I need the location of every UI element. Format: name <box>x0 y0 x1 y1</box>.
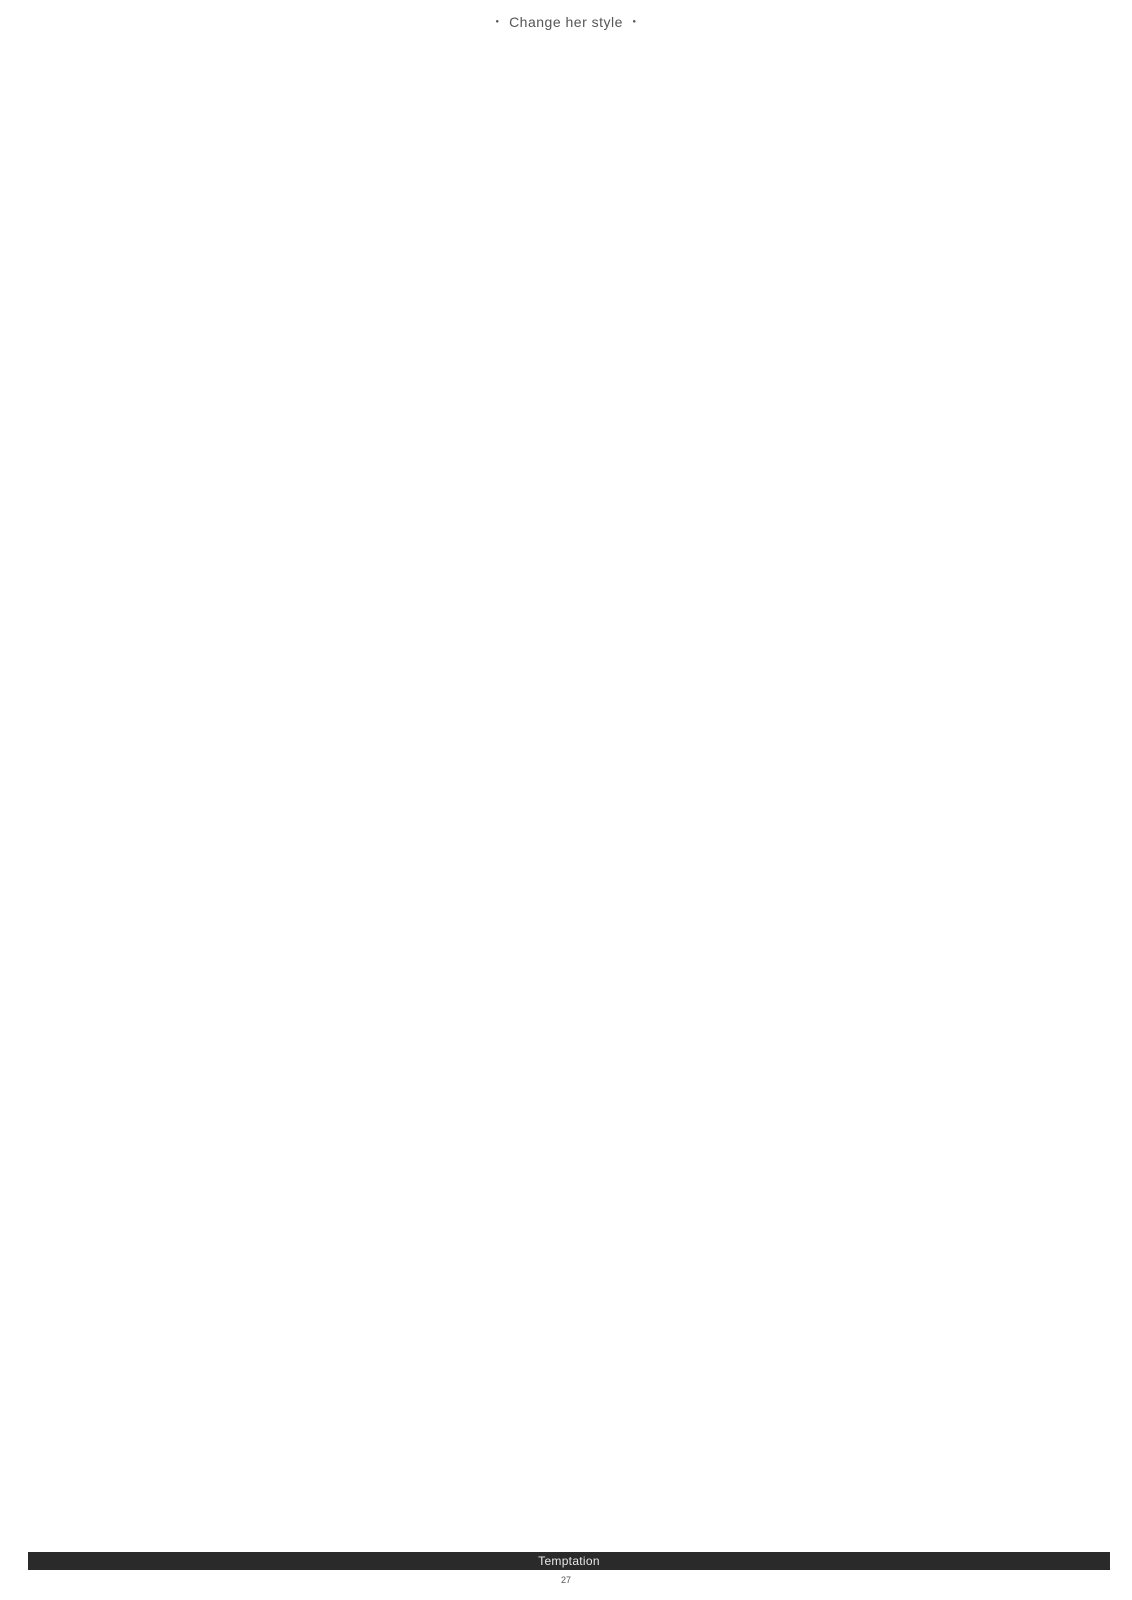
body-text-block-upper <box>142 100 1022 780</box>
body-text-block-lower <box>142 820 1022 1510</box>
footer-book-title: Temptation <box>538 1554 600 1568</box>
page-number: 27 <box>560 1575 571 1585</box>
running-header: ・ Change her style ・ <box>490 14 642 30</box>
footer-bar <box>28 1552 1110 1570</box>
